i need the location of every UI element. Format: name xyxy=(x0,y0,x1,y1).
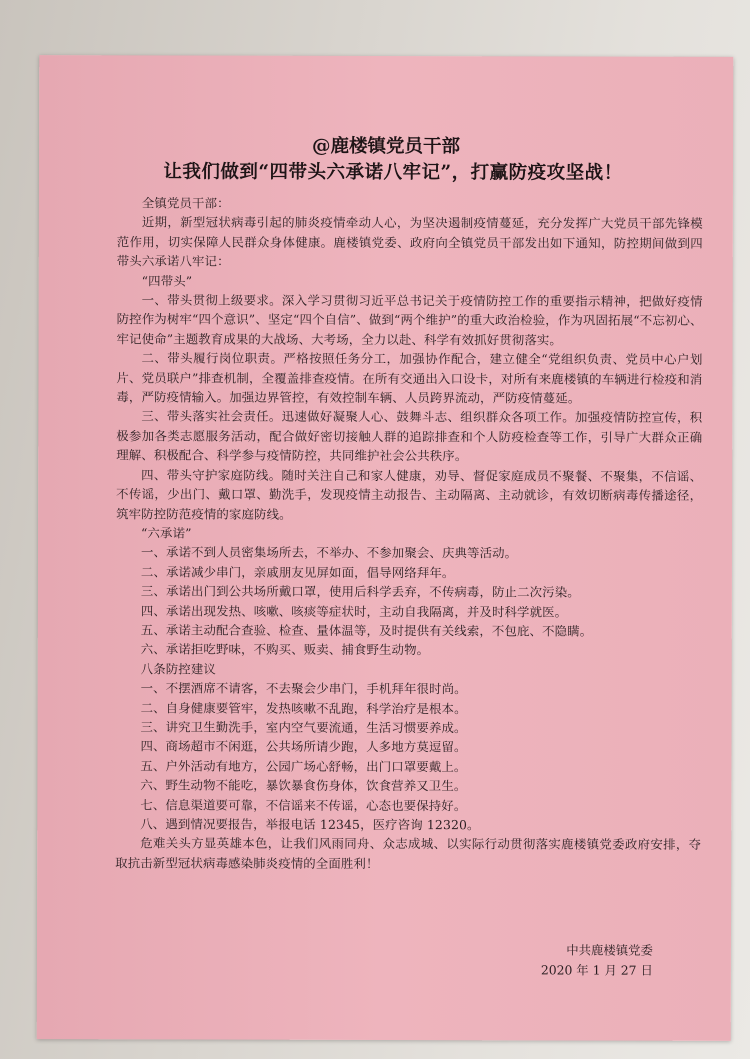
six-promises-item: 五、承诺主动配合查验、检查、量体温等，及时提供有关线索，不包庇、不隐瞒。 xyxy=(140,622,593,639)
suggestion-item: 七、信息渠道要可靠，不信谣来不传谣，心态也要保持好。 xyxy=(140,796,467,813)
six-promises-item: 四、承诺出现发热、咳嗽、咳痰等症状时，主动自我隔离，并及时科学就医。 xyxy=(140,602,568,620)
suggestion-item: 五、户外活动有地方，公园广场心舒畅，出门口罩要戴上。 xyxy=(140,758,467,774)
title-line-1: @鹿楼镇党员干部 xyxy=(312,135,461,158)
closing-paragraph: 危难关头方显英雄本色，让我们风雨同舟、众志成城、以实际行动贯彻落实鹿楼镇党委政府安排，夺取抗击新型冠状病毒感染肺炎疫情的全面胜利！ xyxy=(115,835,702,871)
four-leads-item-3: 三、带头落实社会责任。迅速做好凝聚人心、鼓舞斗志、组织群众各项工作。加强疫情防控宣传，积极参加各类志愿服务活动，配合做好密切接触人群的追踪排查和个人防疫检查等工作，引导广大群众正确理解、积极配合、科学参与疫情防控，共同维护社会公共秩序。 xyxy=(116,408,703,464)
six-promises-item: 二、承诺减少串门，亲戚朋友见屏如面，倡导网络拜年。 xyxy=(140,564,455,580)
suggestion-item: 八、遇到情况要报告，举报电话 12345，医疗咨询 12320。 xyxy=(140,816,480,833)
notice-paper xyxy=(37,55,734,1041)
document-body xyxy=(115,193,703,874)
suggestion-item: 二、自身健康要管牢，发热咳嗽不乱跑，科学治疗是根本。 xyxy=(140,699,467,716)
signature-block xyxy=(541,940,653,980)
section-heading-eight-suggestions: 八条防控建议 xyxy=(140,661,216,677)
four-leads-item-4: 四、带头守护家庭防线。随时关注自己和家人健康，劝导、督促家庭成员不聚餐、不聚集，不信谣、不传谣，少出门、戴口罩、勤洗手，发现疫情主动报告、主动隔离、主动就诊，有效切断病毒传播途径，筑牢防控防范疫情的家庭防线。 xyxy=(116,467,703,522)
signature-organization: 中共鹿楼镇党委 xyxy=(566,942,653,958)
signature-date: 2020 年 1 月 27 日 xyxy=(540,962,653,978)
suggestion-item: 六、野生动物不能吃，暴饮暴食伤身体，饮食营养又卫生。 xyxy=(140,777,467,794)
title-line-2: 让我们做到“四带头六承诺八牢记”，打赢防疫攻坚战！ xyxy=(163,161,623,184)
suggestion-item: 一、不摆酒席不请客，不去聚会少串门，手机拜年很时尚。 xyxy=(140,680,467,697)
section-heading-four-leads: “四带头” xyxy=(141,272,193,289)
intro-paragraph: 近期，新型冠状病毒引起的肺炎疫情牵动人心，为坚决遏制疫情蔓延，充分发挥广大党员干部先锋模范作用，切实保障人民群众身体健康。鹿楼镇党委、政府向全镇党员干部发出如下通知，防控期间做到四带头六承诺八牢记： xyxy=(116,214,703,269)
suggestion-item: 三、讲究卫生勤洗手，室内空气要流通，生活习惯要养成。 xyxy=(140,719,467,736)
four-leads-item-2: 二、带头履行岗位职责。严格按照任务分工，加强协作配合，建立健全“党组织负责、党员中心户划片、党员联户”排查机制，全覆盖排查疫情。在所有交通出入口设卡，对所有来鹿楼镇的车辆进行检疫和消毒，严防疫情输入。加强边界管控，有效控制车辆、人员跨界流动，严防疫情蔓延。 xyxy=(116,350,703,406)
six-promises-item: 六、承诺拒吃野味，不购买、贩卖、捕食野生动物。 xyxy=(140,641,430,658)
document-title xyxy=(39,133,733,187)
section-heading-six-promises: “六承诺” xyxy=(141,525,192,541)
six-promises-item: 一、承诺不到人员密集场所去，不举办、不参加聚会、庆典等活动。 xyxy=(140,544,518,561)
four-leads-item-1: 一、带头贯彻上级要求。深入学习贯彻习近平总书记关于疫情防控工作的重要指示精神，把做好疫情防控作为树牢“四个意识”、坚定“四个自信”、做到“两个维护”的重大政治检验，作为巩固拓展“不忘初心、牢记使命”主题教育成果的大战场、大考场，全力以赴、科学有效抓好贯彻落实。 xyxy=(116,292,703,348)
salutation: 全镇党员干部： xyxy=(141,195,230,211)
suggestion-item: 四、商场超市不闲逛，公共场所请少跑，人多地方莫逗留。 xyxy=(140,738,467,755)
six-promises-item: 三、承诺出门到公共场所戴口罩，使用后科学丢弃，不传病毒，防止二次污染。 xyxy=(140,583,580,600)
